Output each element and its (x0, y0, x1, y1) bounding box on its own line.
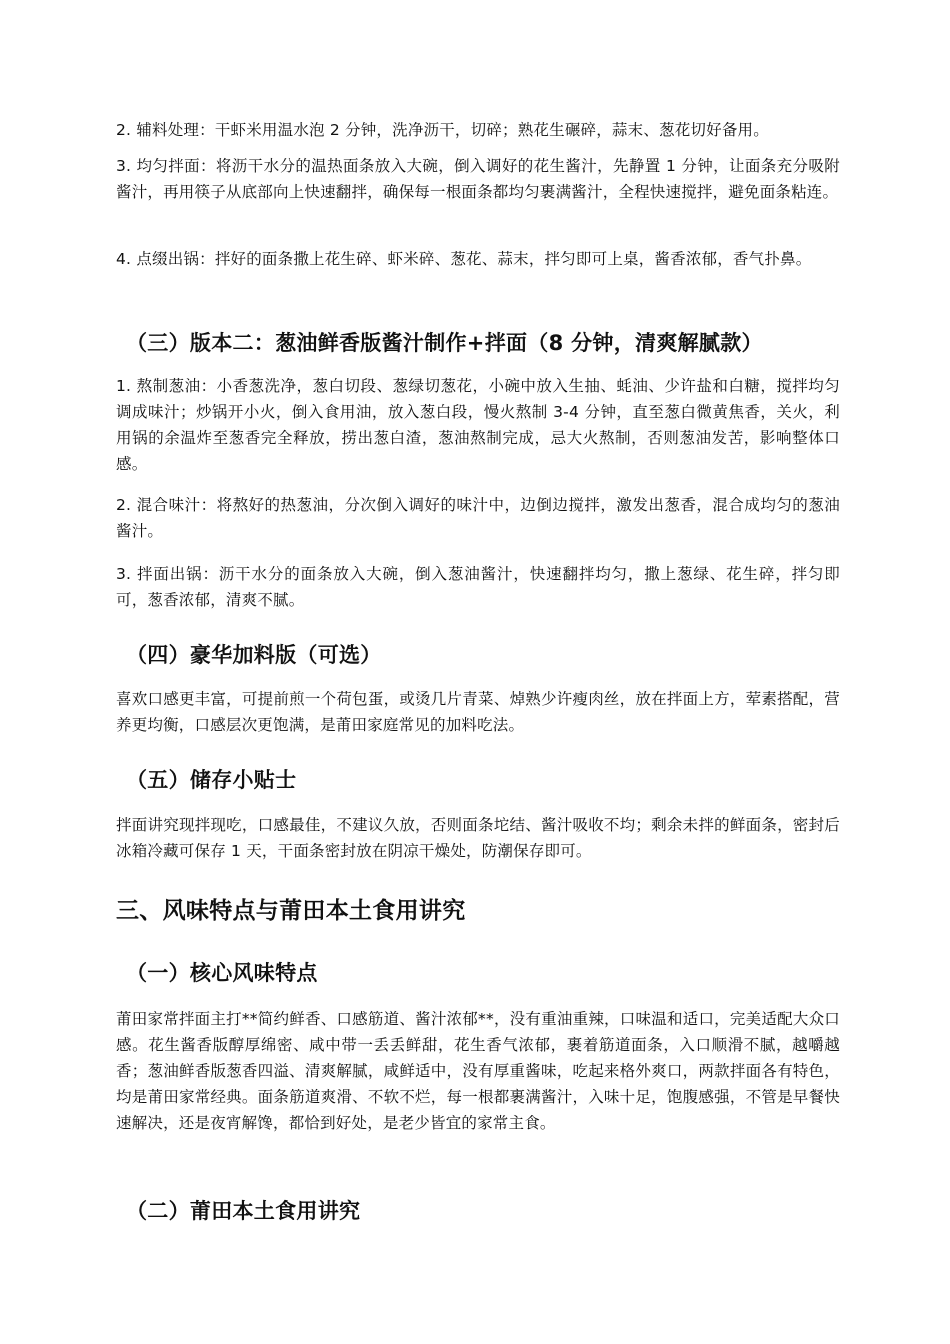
core-flavor-text: 莆田家常拌面主打**简约鲜香、口感筋道、酱汁浓郁**，没有重油重辣，口味温和适口，完美适配大众口感。花生酱香版醇厚绵密、咸中带一丢丢鲜甜，花生香气浓郁，裹着筋道面条，入口顺滑不腻，越嚼越香；葱油鲜香版葱香四溢、清爽解腻，咸鲜适中，没有厚重酱味，吃起来格外爽口，两款拌面各有特色，均是莆田家常经典。面条筋道爽滑、不软不烂，每一根都裹满酱汁，入味十足，饱腹感强，不管是早餐快速解决，还是夜宵解馋，都恰到好处，是老少皆宜的家常主食。 (116, 1010, 840, 1132)
section-heading-core-flavor: （一）核心风味特点 (126, 961, 318, 985)
section-heading-local-customs: （二）莆田本土食用讲究 (126, 1199, 361, 1223)
scallion-step-1: 1. 熬制葱油：小香葱洗净，葱白切段、葱绿切葱花，小碗中放入生抽、蚝油、少许盐和白糖，搅拌均匀调成味汁；炒锅开小火，倒入食用油，放入葱白段，慢火熬制 3-4 分钟，直至葱白微黄焦香，关火，利用锅的余温炸至葱香完全释放，捞出葱白渣，葱油熬制完成，忌大火熬制，否则葱油发苦，影响整体口感。 (116, 377, 840, 473)
scallion-step-2: 2. 混合味汁：将熬好的热葱油，分次倒入调好的味汁中，边倒边搅拌，激发出葱香，混合成均匀的葱油酱汁。 (116, 496, 840, 540)
step-3-mixing: 3. 均匀拌面：将沥干水分的温热面条放入大碗，倒入调好的花生酱汁，先静置 1 分钟，让面条充分吸附酱汁，再用筷子从底部向上快速翻拌，确保每一根面条都均匀裹满酱汁，全程快速搅拌，避免面条粘连。 (116, 157, 840, 201)
part-title-flavor: 三、风味特点与莆田本土食用讲究 (116, 898, 466, 924)
section-heading-scallion-oil: （三）版本二：葱油鲜香版酱汁制作+拌面（8 分钟，清爽解腻款） (126, 331, 763, 355)
deluxe-text: 喜欢口感更丰富，可提前煎一个荷包蛋，或烫几片青菜、焯熟少许瘦肉丝，放在拌面上方，荤素搭配，营养更均衡，口感层次更饱满，是莆田家庭常见的加料吃法。 (116, 690, 840, 734)
section-heading-storage: （五）储存小贴士 (126, 768, 297, 792)
step-4-finish: 4. 点缀出锅：拌好的面条撒上花生碎、虾米碎、葱花、蒜末，拌匀即可上桌，酱香浓郁，香气扑鼻。 (116, 250, 812, 268)
section-heading-deluxe: （四）豪华加料版（可选） (126, 643, 382, 667)
step-2-ingredients: 2. 辅料处理：干虾米用温水泡 2 分钟，洗净沥干，切碎；熟花生碾碎，蒜末、葱花切好备用。 (116, 121, 769, 139)
scallion-step-3: 3. 拌面出锅：沥干水分的面条放入大碗，倒入葱油酱汁，快速翻拌均匀，撒上葱绿、花生碎，拌匀即可，葱香浓郁，清爽不腻。 (116, 565, 840, 609)
storage-text: 拌面讲究现拌现吃，口感最佳，不建议久放，否则面条坨结、酱汁吸收不均；剩余未拌的鲜面条，密封后冰箱冷藏可保存 1 天，干面条密封放在阴凉干燥处，防潮保存即可。 (116, 816, 840, 860)
